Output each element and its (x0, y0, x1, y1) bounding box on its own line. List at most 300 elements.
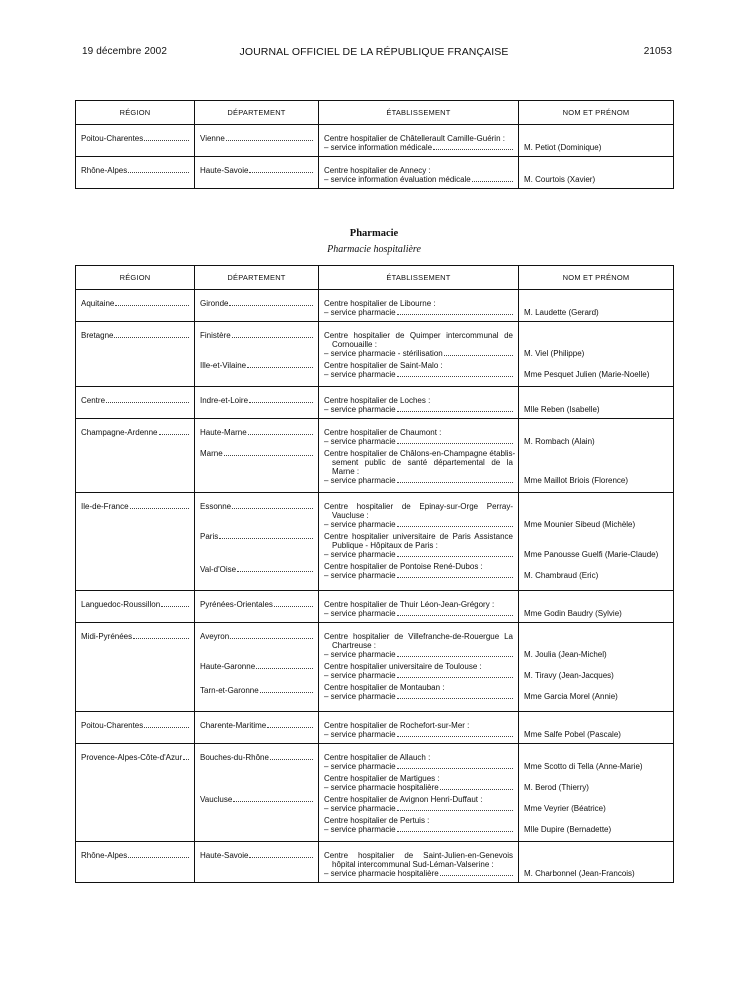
cell-departement (195, 493, 319, 591)
est-dept-block (324, 851, 513, 878)
departement-label-text: Tarn-et-Garonne (200, 686, 259, 695)
dept-block (200, 299, 313, 317)
table-row (76, 493, 674, 591)
dot-leader (433, 149, 513, 150)
service-line (324, 804, 513, 813)
name-dept-block (524, 609, 668, 618)
dot-leader (232, 508, 313, 509)
dept-block (200, 166, 313, 184)
departement-label (200, 532, 313, 541)
establishment-line: Centre hospitalier de Thuir Léon-Jean-Grégory : (324, 600, 495, 609)
cell-region (76, 419, 195, 493)
cell-nom (519, 623, 674, 712)
establishment-line: Vaucluse : (332, 511, 369, 520)
region-label (81, 396, 189, 405)
name-dept-block (524, 520, 668, 529)
establishment-entry (324, 134, 513, 152)
person-name: M. Joulia (Jean-Michel) (524, 650, 607, 659)
cell-region (76, 290, 195, 322)
cell-etablissement (319, 125, 519, 157)
cell-nom (519, 322, 674, 387)
region-label (81, 753, 189, 762)
cell-etablissement (319, 591, 519, 623)
dot-leader (397, 314, 513, 315)
table-row (76, 623, 674, 712)
cell-etablissement (319, 290, 519, 322)
dot-leader (397, 677, 513, 678)
cell-departement (195, 419, 319, 493)
establishment-line: Centre hospitalier de Martigues : (324, 774, 440, 783)
table-row (76, 290, 674, 322)
table-row (76, 125, 674, 157)
establishment-entry (324, 428, 513, 446)
service-text: – service pharmacie hospitalière (324, 783, 439, 792)
service-line (324, 692, 513, 701)
name-dept-block (524, 405, 668, 414)
cell-departement (195, 322, 319, 387)
departement-label (200, 428, 313, 437)
service-line (324, 143, 513, 152)
dot-leader (249, 402, 313, 403)
est-dept-block (324, 502, 513, 529)
name-dept-block (524, 571, 668, 580)
person-name: M. Rombach (Alain) (524, 437, 595, 446)
name-dept-block (524, 671, 668, 680)
dot-leader (260, 692, 313, 693)
establishment-line: sement public de santé départemental de la (332, 458, 513, 467)
dept-block (200, 851, 313, 878)
cell-region (76, 591, 195, 623)
dot-leader (270, 759, 313, 760)
cell-nom (519, 419, 674, 493)
departement-label (200, 721, 313, 730)
establishment-entry (324, 331, 513, 358)
establishment-entry (324, 662, 513, 680)
dot-leader (397, 376, 513, 377)
name-dept-block (524, 692, 668, 701)
name-dept-block (524, 308, 668, 317)
dot-leader (230, 638, 313, 639)
cell-etablissement (319, 493, 519, 591)
region-label-text: Ile-de-France (81, 502, 129, 511)
service-text: – service pharmacie (324, 437, 396, 446)
name-dept-block (524, 869, 668, 878)
dot-leader (397, 615, 513, 616)
departement-label (200, 331, 313, 340)
name-dept-block (524, 349, 668, 358)
dot-leader (256, 668, 313, 669)
region-label-text: Bretagne (81, 331, 114, 340)
person-name: Mme Veyrier (Béatrice) (524, 804, 606, 813)
person-name: M. Chambraud (Eric) (524, 571, 599, 580)
page-number: 21053 (643, 46, 672, 57)
establishment-line: Centre hospitalier universitaire de Toulouse : (324, 662, 482, 671)
dot-leader (397, 831, 513, 832)
cell-region (76, 744, 195, 842)
dept-block (200, 428, 313, 446)
person-name: Mme Pesquet Julien (Marie-Noelle) (524, 370, 650, 379)
establishment-entry (324, 851, 513, 878)
cell-nom (519, 493, 674, 591)
service-line (324, 730, 513, 739)
name-dept-block (524, 370, 668, 379)
table-row (76, 591, 674, 623)
person-name: Mme Maillot Briois (Florence) (524, 476, 629, 485)
establishment-entry (324, 562, 513, 580)
establishment-line: Centre hospitalier de Châtellerault Camille-Guérin : (324, 134, 505, 143)
dot-leader (114, 337, 189, 338)
service-text: – service pharmacie (324, 571, 396, 580)
name-dept-block (524, 437, 668, 446)
departement-label-text: Haute-Savoie (200, 166, 249, 175)
service-line (324, 437, 513, 446)
dot-leader (219, 538, 313, 539)
cell-region (76, 712, 195, 744)
journal-title: JOURNAL OFFICIEL DE LA RÉPUBLIQUE FRANÇAISE (239, 46, 509, 58)
cell-nom (519, 387, 674, 419)
cell-region (76, 842, 195, 883)
departement-label (200, 299, 313, 308)
cell-region (76, 387, 195, 419)
region-label-text: Rhône-Alpes (81, 851, 128, 860)
name-dept-block (524, 762, 668, 792)
dot-leader (144, 727, 189, 728)
region-label (81, 502, 189, 511)
dot-leader (133, 638, 189, 639)
person-name: M. Laudette (Gerard) (524, 308, 599, 317)
est-dept-block (324, 134, 513, 152)
dot-leader (229, 305, 313, 306)
dot-leader (130, 508, 189, 509)
est-dept-block (324, 562, 513, 580)
establishment-line: Centre hospitalier de Chaumont : (324, 428, 442, 437)
service-text: – service pharmacie (324, 550, 396, 559)
cell-region (76, 125, 195, 157)
cell-nom (519, 712, 674, 744)
column-header-region: RÉGION (76, 101, 195, 125)
establishment-entry (324, 753, 513, 771)
service-line (324, 671, 513, 680)
cell-etablissement (319, 744, 519, 842)
establishment-entry (324, 502, 513, 529)
dot-leader (232, 337, 313, 338)
est-dept-block (324, 600, 513, 618)
person-name: Mme Salfe Pobel (Pascale) (524, 730, 621, 739)
departement-label-text: Charente-Maritime (200, 721, 267, 730)
establishment-line: Centre hospitalier de Libourne : (324, 299, 436, 308)
region-label-text: Poitou-Charentes (81, 134, 144, 143)
establishment-entry (324, 795, 513, 813)
est-dept-block (324, 632, 513, 659)
table-body (76, 125, 674, 189)
departement-label-text: Finistère (200, 331, 231, 340)
region-label (81, 600, 189, 609)
cell-nom (519, 744, 674, 842)
departement-label-text: Vaucluse (200, 795, 233, 804)
departement-label (200, 795, 313, 804)
est-dept-block (324, 683, 513, 701)
cell-departement (195, 623, 319, 712)
region-label-text: Champagne-Ardenne (81, 428, 158, 437)
establishment-entry (324, 361, 513, 379)
dept-block (200, 753, 313, 792)
cell-region (76, 493, 195, 591)
region-label-text: Provence-Alpes-Côte-d'Azur (81, 753, 183, 762)
dot-leader (226, 140, 313, 141)
table-information-medicale (75, 100, 674, 189)
dot-leader (274, 606, 313, 607)
dot-leader (397, 411, 513, 412)
est-dept-block (324, 753, 513, 792)
service-text: – service information évaluation médicale (324, 175, 471, 184)
cell-nom (519, 842, 674, 883)
person-name: M. Courtois (Xavier) (524, 175, 596, 184)
dept-block (200, 532, 313, 562)
cell-departement (195, 591, 319, 623)
establishment-entry (324, 816, 513, 834)
establishment-line: Centre hospitalier de Annecy : (324, 166, 431, 175)
dot-leader (397, 768, 513, 769)
dept-block (200, 565, 313, 586)
name-dept-block (524, 476, 668, 485)
service-line (324, 762, 513, 771)
region-label (81, 331, 189, 340)
service-line (324, 175, 513, 184)
cell-departement (195, 387, 319, 419)
table-body (76, 290, 674, 883)
departement-label-text: Essonne (200, 502, 232, 511)
dot-leader (397, 810, 513, 811)
dot-leader (128, 172, 189, 173)
column-header-nom: NOM ET PRÉNOM (519, 266, 674, 290)
person-name: M. Tiravy (Jean-Jacques) (524, 671, 614, 680)
column-header-region: RÉGION (76, 266, 195, 290)
name-dept-block (524, 650, 668, 659)
region-label (81, 721, 189, 730)
name-dept-block (524, 804, 668, 834)
cell-etablissement (319, 157, 519, 189)
region-label (81, 428, 189, 437)
dot-leader (267, 727, 313, 728)
dept-block (200, 502, 313, 529)
dot-leader (224, 455, 313, 456)
departement-label-text: Haute-Garonne (200, 662, 256, 671)
service-text: – service pharmacie (324, 804, 396, 813)
departement-label (200, 502, 313, 511)
service-line (324, 783, 513, 792)
table-row (76, 744, 674, 842)
person-name: Mme Panousse Guelfi (Marie-Claude) (524, 550, 659, 559)
dot-leader (115, 305, 189, 306)
establishment-entry (324, 532, 513, 559)
est-dept-block (324, 721, 513, 739)
service-text: – service pharmacie (324, 476, 396, 485)
cell-nom (519, 290, 674, 322)
section-title: Pharmacie (349, 228, 399, 239)
service-text: – service pharmacie (324, 671, 396, 680)
establishment-line: Centre hospitalier de Saint-Malo : (324, 361, 443, 370)
dot-leader (397, 482, 513, 483)
establishment-line: Marne : (332, 467, 360, 476)
departement-label-text: Marne (200, 449, 223, 458)
est-dept-block (324, 331, 513, 358)
service-text: – service pharmacie (324, 520, 396, 529)
region-label-text: Aquitaine (81, 299, 115, 308)
departement-label-text: Vienne (200, 134, 225, 143)
service-line (324, 650, 513, 659)
table-row (76, 387, 674, 419)
service-text: – service pharmacie (324, 692, 396, 701)
cell-region (76, 623, 195, 712)
dept-block (200, 600, 313, 618)
person-name: Mme Mounier Sibeud (Michèle) (524, 520, 636, 529)
service-text: – service pharmacie (324, 609, 396, 618)
cell-departement (195, 744, 319, 842)
establishment-line: Centre hospitalier de Châlons-en-Champagne établis- (324, 449, 516, 458)
name-dept-block (524, 143, 668, 152)
est-dept-block (324, 166, 513, 184)
dept-block (200, 449, 313, 488)
person-name: M. Berod (Thierry) (524, 783, 589, 792)
departement-label (200, 753, 313, 762)
service-line (324, 825, 513, 834)
cell-nom (519, 125, 674, 157)
cell-departement (195, 712, 319, 744)
name-dept-block (524, 175, 668, 184)
departement-label (200, 396, 313, 405)
departement-label (200, 166, 313, 175)
dept-block (200, 134, 313, 152)
service-line (324, 571, 513, 580)
dept-block (200, 662, 313, 683)
service-line (324, 349, 513, 358)
table-row (76, 712, 674, 744)
establishment-entry (324, 600, 513, 618)
dot-leader (249, 172, 313, 173)
dept-block (200, 795, 313, 837)
dot-leader (397, 443, 513, 444)
dept-block (200, 361, 313, 382)
establishment-line: hôpital intercommunal Sud-Léman-Valserine : (332, 860, 494, 869)
departement-label-text: Haute-Savoie (200, 851, 249, 860)
dot-leader (397, 698, 513, 699)
est-dept-block (324, 428, 513, 446)
departement-label (200, 632, 313, 641)
cell-nom (519, 591, 674, 623)
column-header-etablissement: ÉTABLISSEMENT (319, 101, 519, 125)
table-row (76, 842, 674, 883)
service-line (324, 405, 513, 414)
name-dept-block (524, 550, 668, 559)
service-text: – service pharmacie (324, 730, 396, 739)
dot-leader (397, 736, 513, 737)
region-label (81, 632, 189, 641)
dot-leader (444, 355, 513, 356)
section-subtitle: Pharmacie hospitalière (327, 244, 421, 255)
service-text: – service pharmacie (324, 825, 396, 834)
table-row (76, 322, 674, 387)
table-pharmacie (75, 265, 674, 883)
departement-label-text: Aveyron (200, 632, 230, 641)
service-line (324, 370, 513, 379)
departement-label-text: Paris (200, 532, 219, 541)
table-row (76, 419, 674, 493)
table-row (76, 157, 674, 189)
departement-label (200, 134, 313, 143)
establishment-line: Centre hospitalier de Avignon Henri-Duffaut : (324, 795, 483, 804)
cell-etablissement (319, 623, 519, 712)
dot-leader (249, 857, 313, 858)
region-label (81, 166, 189, 175)
dept-block (200, 331, 313, 358)
est-dept-block (324, 532, 513, 559)
column-header-etablissement: ÉTABLISSEMENT (319, 266, 519, 290)
dot-leader (397, 556, 513, 557)
service-text: – service pharmacie (324, 405, 396, 414)
service-line (324, 476, 513, 485)
establishment-line: Centre hospitalier de Saint-Julien-en-Genevois (324, 851, 513, 860)
establishment-entry (324, 449, 516, 485)
cell-departement (195, 290, 319, 322)
est-dept-block (324, 662, 513, 680)
service-text: – service pharmacie (324, 650, 396, 659)
service-line (324, 869, 513, 878)
departement-label (200, 361, 313, 370)
departement-label (200, 686, 313, 695)
region-label-text: Languedoc-Roussillon (81, 600, 161, 609)
est-dept-block (324, 449, 516, 485)
establishment-line: Centre hospitalier de Montauban : (324, 683, 445, 692)
dot-leader (183, 759, 189, 760)
est-dept-block (324, 299, 513, 317)
dot-leader (159, 434, 190, 435)
dot-leader (161, 606, 189, 607)
establishment-line: Centre hospitalier de Loches : (324, 396, 431, 405)
service-line (324, 550, 513, 559)
person-name: Mme Garcia Morel (Annie) (524, 692, 618, 701)
dot-leader (237, 571, 313, 572)
est-dept-block (324, 795, 513, 834)
establishment-line: Centre hospitalier universitaire de Paris Assistance (324, 532, 513, 541)
departement-label (200, 851, 313, 860)
region-label (81, 134, 189, 143)
cell-departement (195, 157, 319, 189)
departement-label-text: Haute-Marne (200, 428, 247, 437)
column-header-departement: DÉPARTEMENT (195, 101, 319, 125)
departement-label (200, 662, 313, 671)
departement-label-text: Gironde (200, 299, 229, 308)
establishment-line: Publique - Hôpitaux de Paris : (332, 541, 438, 550)
cell-departement (195, 125, 319, 157)
person-name: Mlle Dupire (Bernadette) (524, 825, 612, 834)
est-dept-block (324, 396, 513, 414)
cell-etablissement (319, 322, 519, 387)
establishment-entry (324, 721, 513, 739)
departement-label-text: Bouches-du-Rhône (200, 753, 269, 762)
person-name: M. Charbonnel (Jean-Francois) (524, 869, 635, 878)
establishment-line: Centre hospitalier de Allauch : (324, 753, 431, 762)
departement-label (200, 565, 313, 574)
establishment-line: Centre hospitalier de Quimper intercommunal de (324, 331, 513, 340)
dept-block (200, 632, 313, 659)
region-label-text: Rhône-Alpes (81, 166, 128, 175)
dot-leader (247, 367, 313, 368)
cell-etablissement (319, 842, 519, 883)
departement-label (200, 600, 313, 609)
name-dept-block (524, 730, 668, 739)
dot-leader (248, 434, 313, 435)
dot-leader (397, 656, 513, 657)
